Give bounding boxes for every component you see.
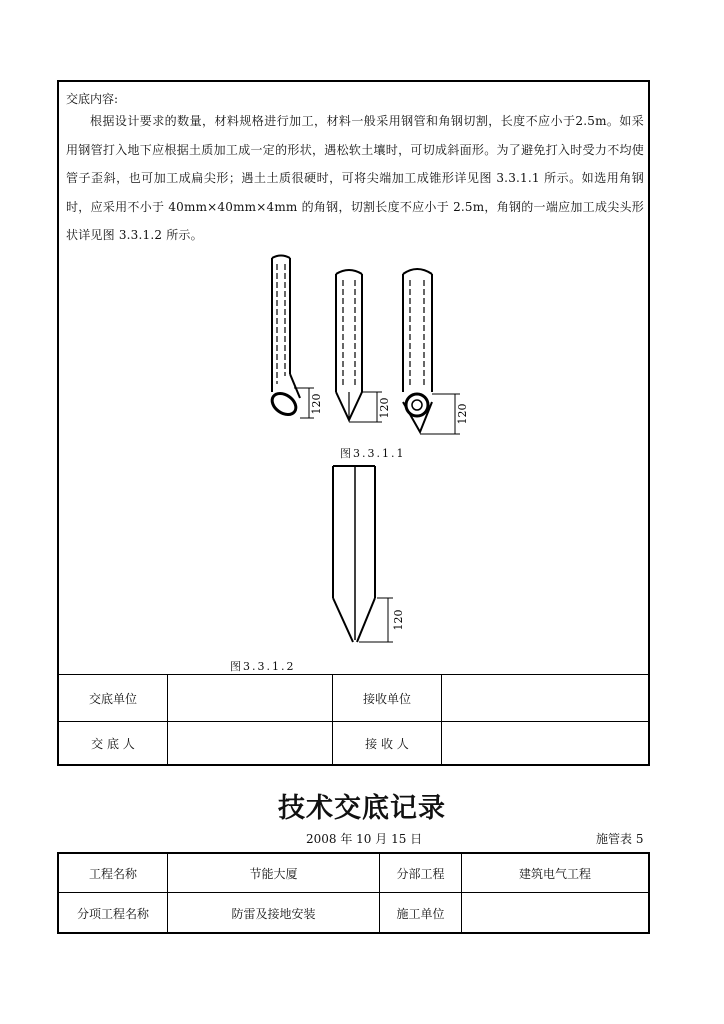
table-row <box>59 892 648 933</box>
label-construction-unit: 施工单位 <box>379 893 461 933</box>
figure1-caption: 图3.3.1.1 <box>340 447 406 460</box>
record-date: 2008 年 10 月 15 日 <box>306 832 423 846</box>
label-receiver: 接 收 人 <box>332 722 441 765</box>
form-code: 施管表 5 <box>596 832 644 846</box>
value-receiver <box>441 722 648 765</box>
label-disclosing-unit: 交底单位 <box>88 692 137 706</box>
fig1-dim-label-a: 120 <box>310 393 323 415</box>
label-subitem-name: 分项工程名称 <box>76 906 149 921</box>
label-project-name: 工程名称 <box>88 866 137 881</box>
document-title: 技术交底记录 <box>278 793 446 824</box>
signature-row-unit <box>59 674 648 722</box>
table-row <box>59 854 648 892</box>
project-info-table <box>57 852 650 934</box>
fig1-dim-label-b: 120 <box>378 397 391 419</box>
value-subitem-name: 防雷及接地安装 <box>167 893 379 933</box>
disclosure-section <box>57 80 650 766</box>
value-project-name: 节能大厦 <box>167 854 379 892</box>
value-construction-unit <box>461 893 648 933</box>
content-label: 交底内容: <box>66 92 119 106</box>
figure2-caption: 图3.3.1.2 <box>230 660 296 673</box>
figure-angle-steel <box>321 460 421 650</box>
fig1-dim-label-c: 120 <box>456 403 469 425</box>
fig2-dim-label: 120 <box>392 609 405 631</box>
value-disclosing-unit <box>167 675 332 722</box>
figure-steel-pipes <box>264 252 524 437</box>
label-discloser: 交 底 人 <box>91 737 135 751</box>
label-division: 分部工程 <box>379 854 461 892</box>
value-division: 建筑电气工程 <box>461 854 648 892</box>
label-receiving-unit: 接收单位 <box>332 675 441 722</box>
disclosure-paragraph: 根据设计要求的数量，材料规格进行加工，材料一般采用钢管和角钢切割，长度不应小于2.5m。如采用钢管打入地下应根据土质加工成一定的形状，遇松软土壤时，可切成斜面形。为了避免打入时受力不均使管子歪斜，也可加工成扁尖形；遇土土质很硬时，可将尖端加工成锥形详见图 3.3.1.1 所示。如选用角钢时，应采用不小于 40mm×40mm×4mm 的角钢，切割长度不应小于 2.5m，角钢的一端应加工成尖头形状详见图 3.3.1.2 所示。 <box>66 114 644 242</box>
value-receiving-unit <box>441 675 648 722</box>
signature-row-person <box>59 721 648 765</box>
value-discloser <box>167 722 332 765</box>
